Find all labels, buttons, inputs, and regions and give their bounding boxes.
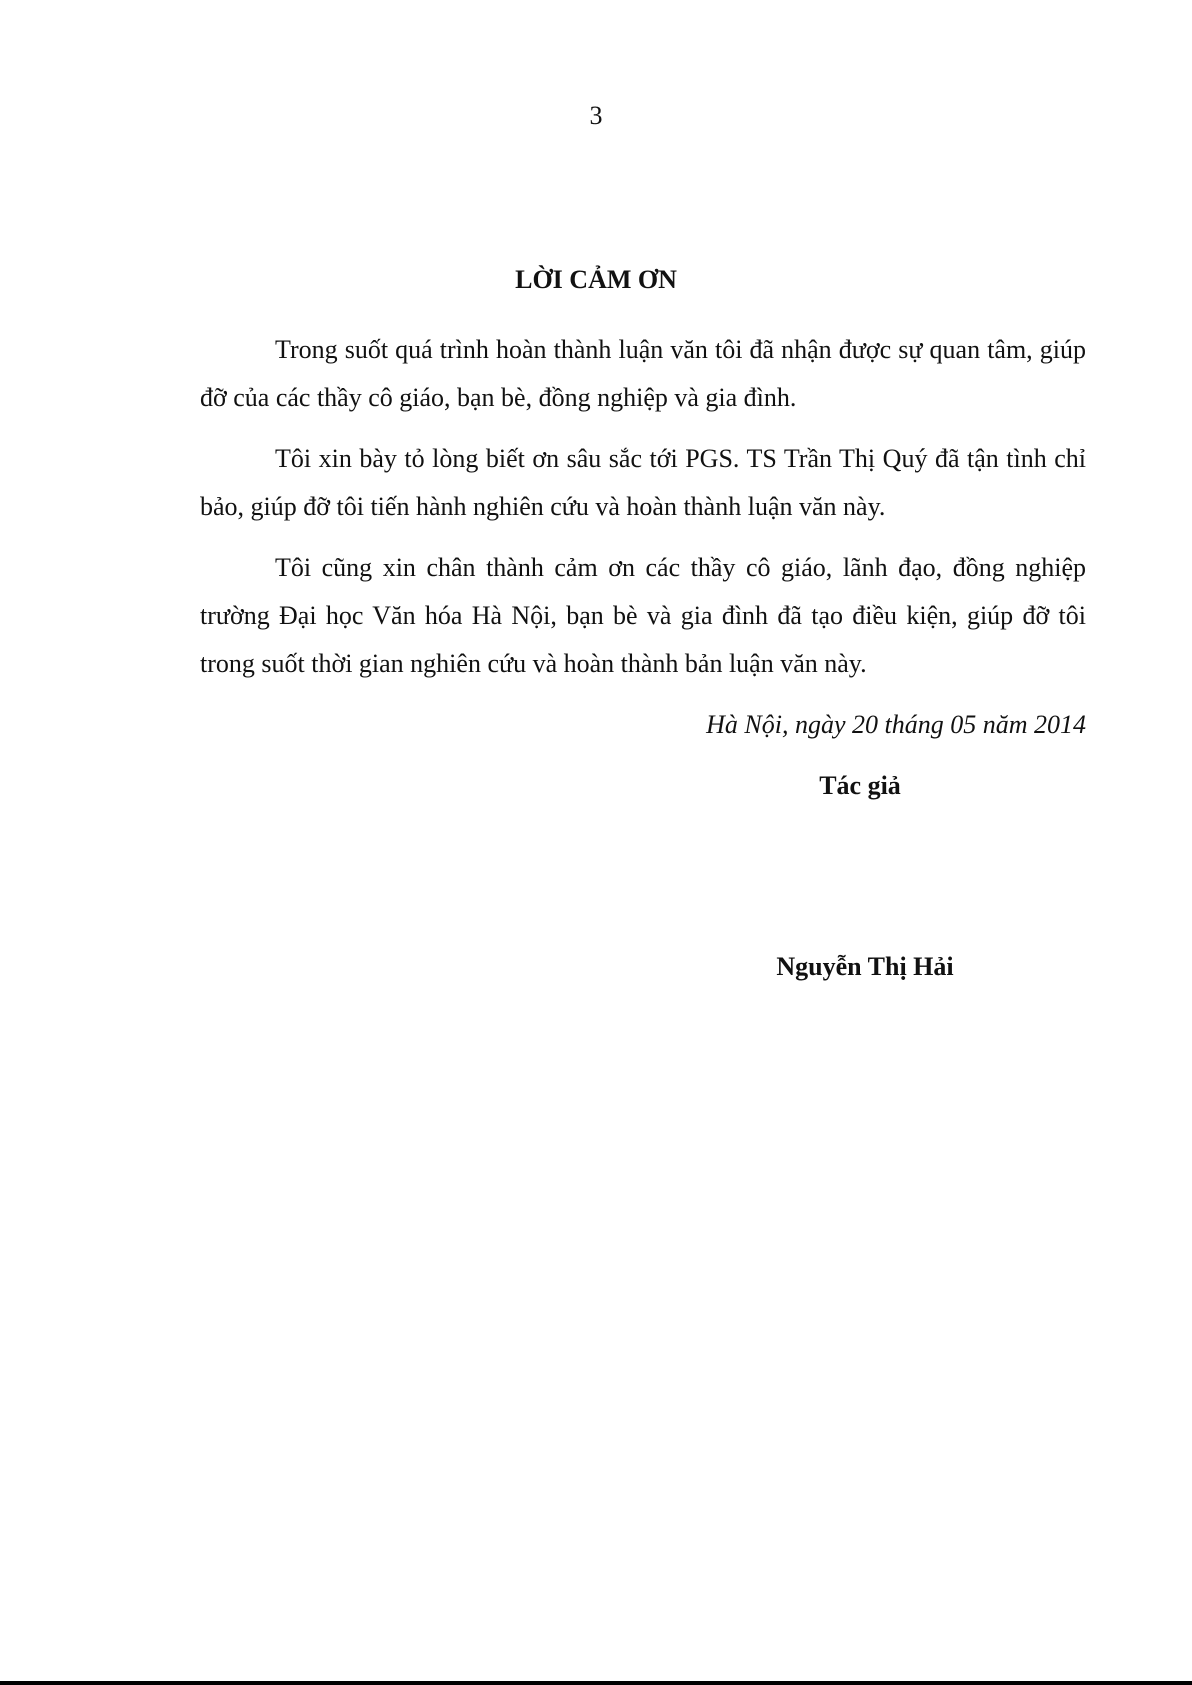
place-date-line: Hà Nội, ngày 20 tháng 05 năm 2014: [706, 710, 1086, 739]
author-role: Tác giả: [819, 771, 901, 800]
bottom-rule: [0, 1681, 1192, 1685]
paragraph-2: Tôi xin bày tỏ lòng biết ơn sâu sắc tới PGS. TS Trần Thị Quý đã tận tình chỉ bảo, giúp đỡ tôi tiến hành nghiên cứu và hoàn thành luận văn này.: [200, 444, 1086, 521]
paragraph-3: Tôi cũng xin chân thành cảm ơn các thầy cô giáo, lãnh đạo, đồng nghiệp trường Đại học Văn hóa Hà Nội, bạn bè và gia đình đã tạo điều kiện, giúp đỡ tôi trong suốt thời gian nghiên cứu và hoàn thành bản luận văn này.: [200, 553, 1086, 678]
paragraph-1: Trong suốt quá trình hoàn thành luận văn tôi đã nhận được sự quan tâm, giúp đỡ của các thầy cô giáo, bạn bè, đồng nghiệp và gia đình.: [200, 335, 1086, 412]
page-number: 3: [589, 101, 603, 130]
page-title: LỜI CẢM ƠN: [515, 265, 677, 294]
author-name: Nguyễn Thị Hải: [776, 952, 954, 981]
